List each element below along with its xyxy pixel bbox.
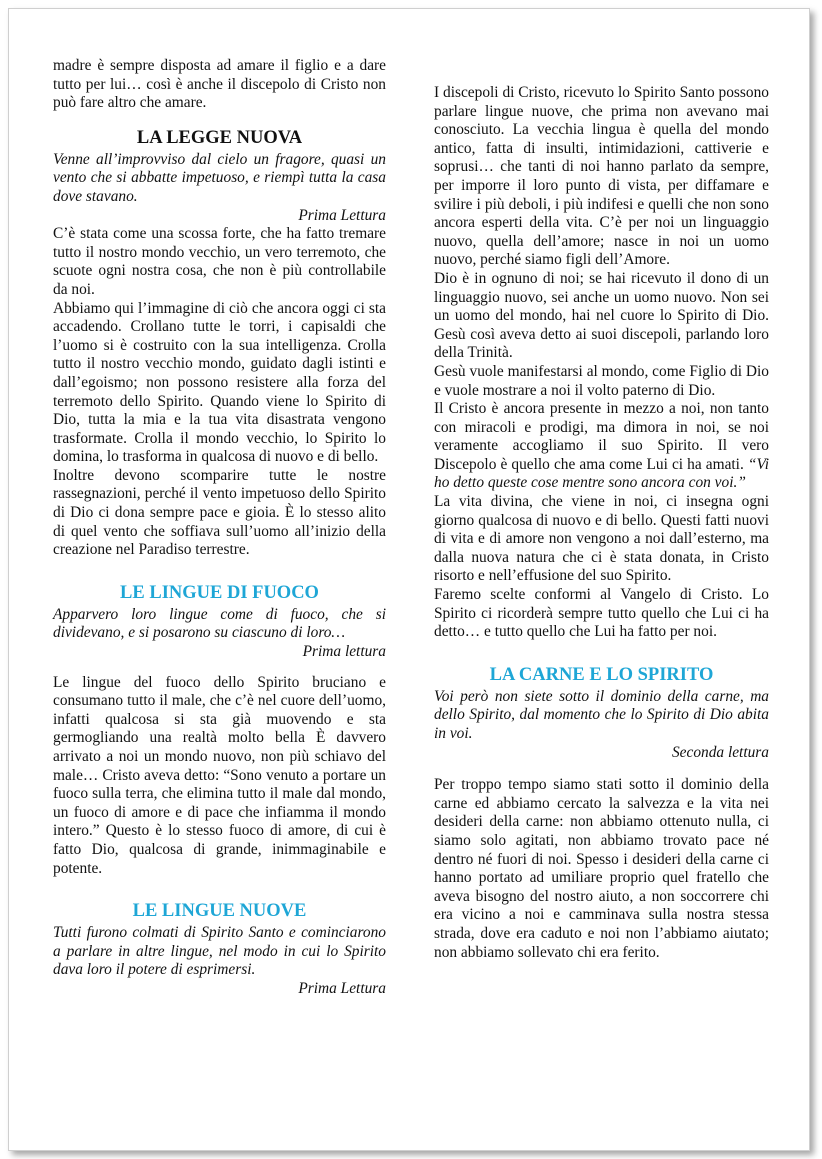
section-quote: Tutti furono colmati di Spirito Santo e cominciarono a parlare in altre lingue, nel modo in cui lo Spirito dava loro il potere di esprimersi. (53, 924, 386, 979)
paragraph: Inoltre devono scomparire tutte le nostre rassegnazioni, perché il vento impetuoso dello Spirito di Dio ci dona sempre pace e gioia. È lo stesso alito di quel vento che soffiava sull’uomo all’inizio della creazione nel Paradiso terrestre. (53, 466, 386, 559)
paragraph (434, 400, 769, 493)
paragraph: Dio è in ognuno di noi; se hai ricevuto il dono di un linguaggio nuovo, sei anche un uomo nuovo. Non sei un uomo del mondo, hai nel cuore lo Spirito di Dio. Gesù così aveva detto ai suoi discepoli, parlando loro della Trinità. (434, 269, 769, 362)
section-quote: Venne all’improvviso dal cielo un fragore, quasi un vento che si abbatte impetuoso, e riempì tutta la casa dove stavano. (53, 150, 386, 205)
section-quote: Voi però non siete sotto il dominio della carne, ma dello Spirito, dal momento che lo Spirito di Dio abita in voi. (434, 687, 769, 742)
page-sheet (8, 8, 810, 1151)
quote-source: Prima lettura (302, 643, 386, 661)
paragraph: Per troppo tempo siamo stati sotto il dominio della carne ed abbiamo cercato la salvezza e la vita nei desideri della carne: non abbiamo ottenuto nulla, ci siamo solo agitati, non abbiamo trovato pace né dentro né fuori di noi. Spesso i desideri della carne ci hanno portato ad umiliare proprio quel fratello che aveva bisogno del nostro aiuto, a non soccorrere chi era vicino a noi e camminava sulla nostra stessa strada, dove era caduto e noi non l’abbiamo aiutato; non abbiamo sollevato chi era ferito. (434, 776, 769, 961)
paragraph: La vita divina, che viene in noi, ci insegna ogni giorno qualcosa di nuovo e di bello. Questi fatti nuovi di vita e di amore non vengono a noi dall’esterno, ma dalla nuova natura che ci è stata donata, in Cristo risorto e nell’effusione del suo Spirito. (434, 493, 769, 585)
paragraph: Faremo scelte conformi al Vangelo di Cristo. Lo Spirito ci ricorderà sempre tutto quello che Lui ci ha detto… e tutto quello che Lui ha fatto per noi. (434, 586, 769, 641)
inline-quote: “Vi ho detto queste cose mentre sono ancora con voi.” (434, 455, 769, 492)
paragraph: Gesù vuole manifestarsi al mondo, come Figlio di Dio e vuole mostrare a noi il volto paterno di Dio. (434, 362, 769, 399)
left-column (53, 57, 386, 999)
section-title-lingue-di-fuoco: LE LINGUE DI FUOCO (120, 582, 319, 603)
intro-paragraph: madre è sempre disposta ad amare il figlio e a dare tutto per lui… così è anche il discepolo di Cristo non può fare altro che amare. (53, 57, 386, 112)
quote-source: Prima Lettura (298, 979, 386, 997)
section-quote: Apparvero loro lingue come di fuoco, che si dividevano, e si posarono su ciascuno di loro… (53, 605, 386, 642)
paragraph-text: Il Cristo è ancora presente in mezzo a noi, non tanto con miracoli e prodigi, ma dimora in noi, se noi veramente accogliamo il suo Spirito. Il vero Discepolo è quello che ama come Lui ci ha amati. (434, 400, 769, 473)
paragraph: Abbiamo qui l’immagine di ciò che ancora oggi ci sta accadendo. Crollano tutte le torri, i capisaldi che l’uomo si è costruito con la sua intelligenza. Crolla tutto il nostro vecchio mondo, guidato dagli istinti e dall’egoismo; non possono resistere alla forza del terremoto dello Spirito. Quando viene lo Spirito di Dio, tutta la mia e la tua vita disastrata vengono trasformate. Crolla il mondo vecchio, lo Spirito lo domina, lo trasforma in qualcosa di nuovo e di bello. (53, 299, 386, 466)
paragraph: Le lingue del fuoco dello Spirito bruciano e consumano tutto il male, che c’è nel cuore dell’uomo, infatti qualcosa si sta già muovendo e sta germogliando una realtà molto bella È davvero arrivato a noi un mondo nuovo, non più schiavo del male… Cristo aveva detto: “Sono venuto a portare un fuoco sulla terra, che elimina tutto il male dal mondo, un fuoco di amore e di pace che infiamma il mondo intero.” Questo è lo stesso fuoco di amore, di cui è fatto Dio, qualcosa di grande, inimmaginabile e potente. (53, 673, 386, 877)
quote-source: Prima Lettura (298, 206, 386, 224)
section-title-lingue-nuove: LE LINGUE NUOVE (132, 901, 307, 922)
right-column (434, 84, 769, 962)
paragraph: I discepoli di Cristo, ricevuto lo Spirito Santo possono parlare lingue nuove, che prima non avevano mai conosciuto. La vecchia lingua è quella del mondo antico, fatta di insulti, intimidazioni, cattiverie e soprusi… che tanti di noi hanno parlato da sempre, per imporre il loro punto di vista, per diffamare e svilire i più deboli, i più indifesi e quelli che non sono ancora esperti della vita. C’è per noi un linguaggio nuovo, quella dell’amore; nasce in noi un uomo nuovo, perché siamo figli dell’Amore. (434, 84, 769, 269)
paragraph: C’è stata come una scossa forte, che ha fatto tremare tutto il nostro mondo vecchio, un vero terremoto, che scuote ogni nostra cosa, che non è più controllabile da noi. (53, 225, 386, 298)
section-title-legge-nuova: LA LEGGE NUOVA (136, 127, 303, 148)
quote-source: Seconda lettura (671, 743, 769, 761)
section-title-carne-e-spirito: LA CARNE E LO SPIRITO (489, 664, 714, 685)
